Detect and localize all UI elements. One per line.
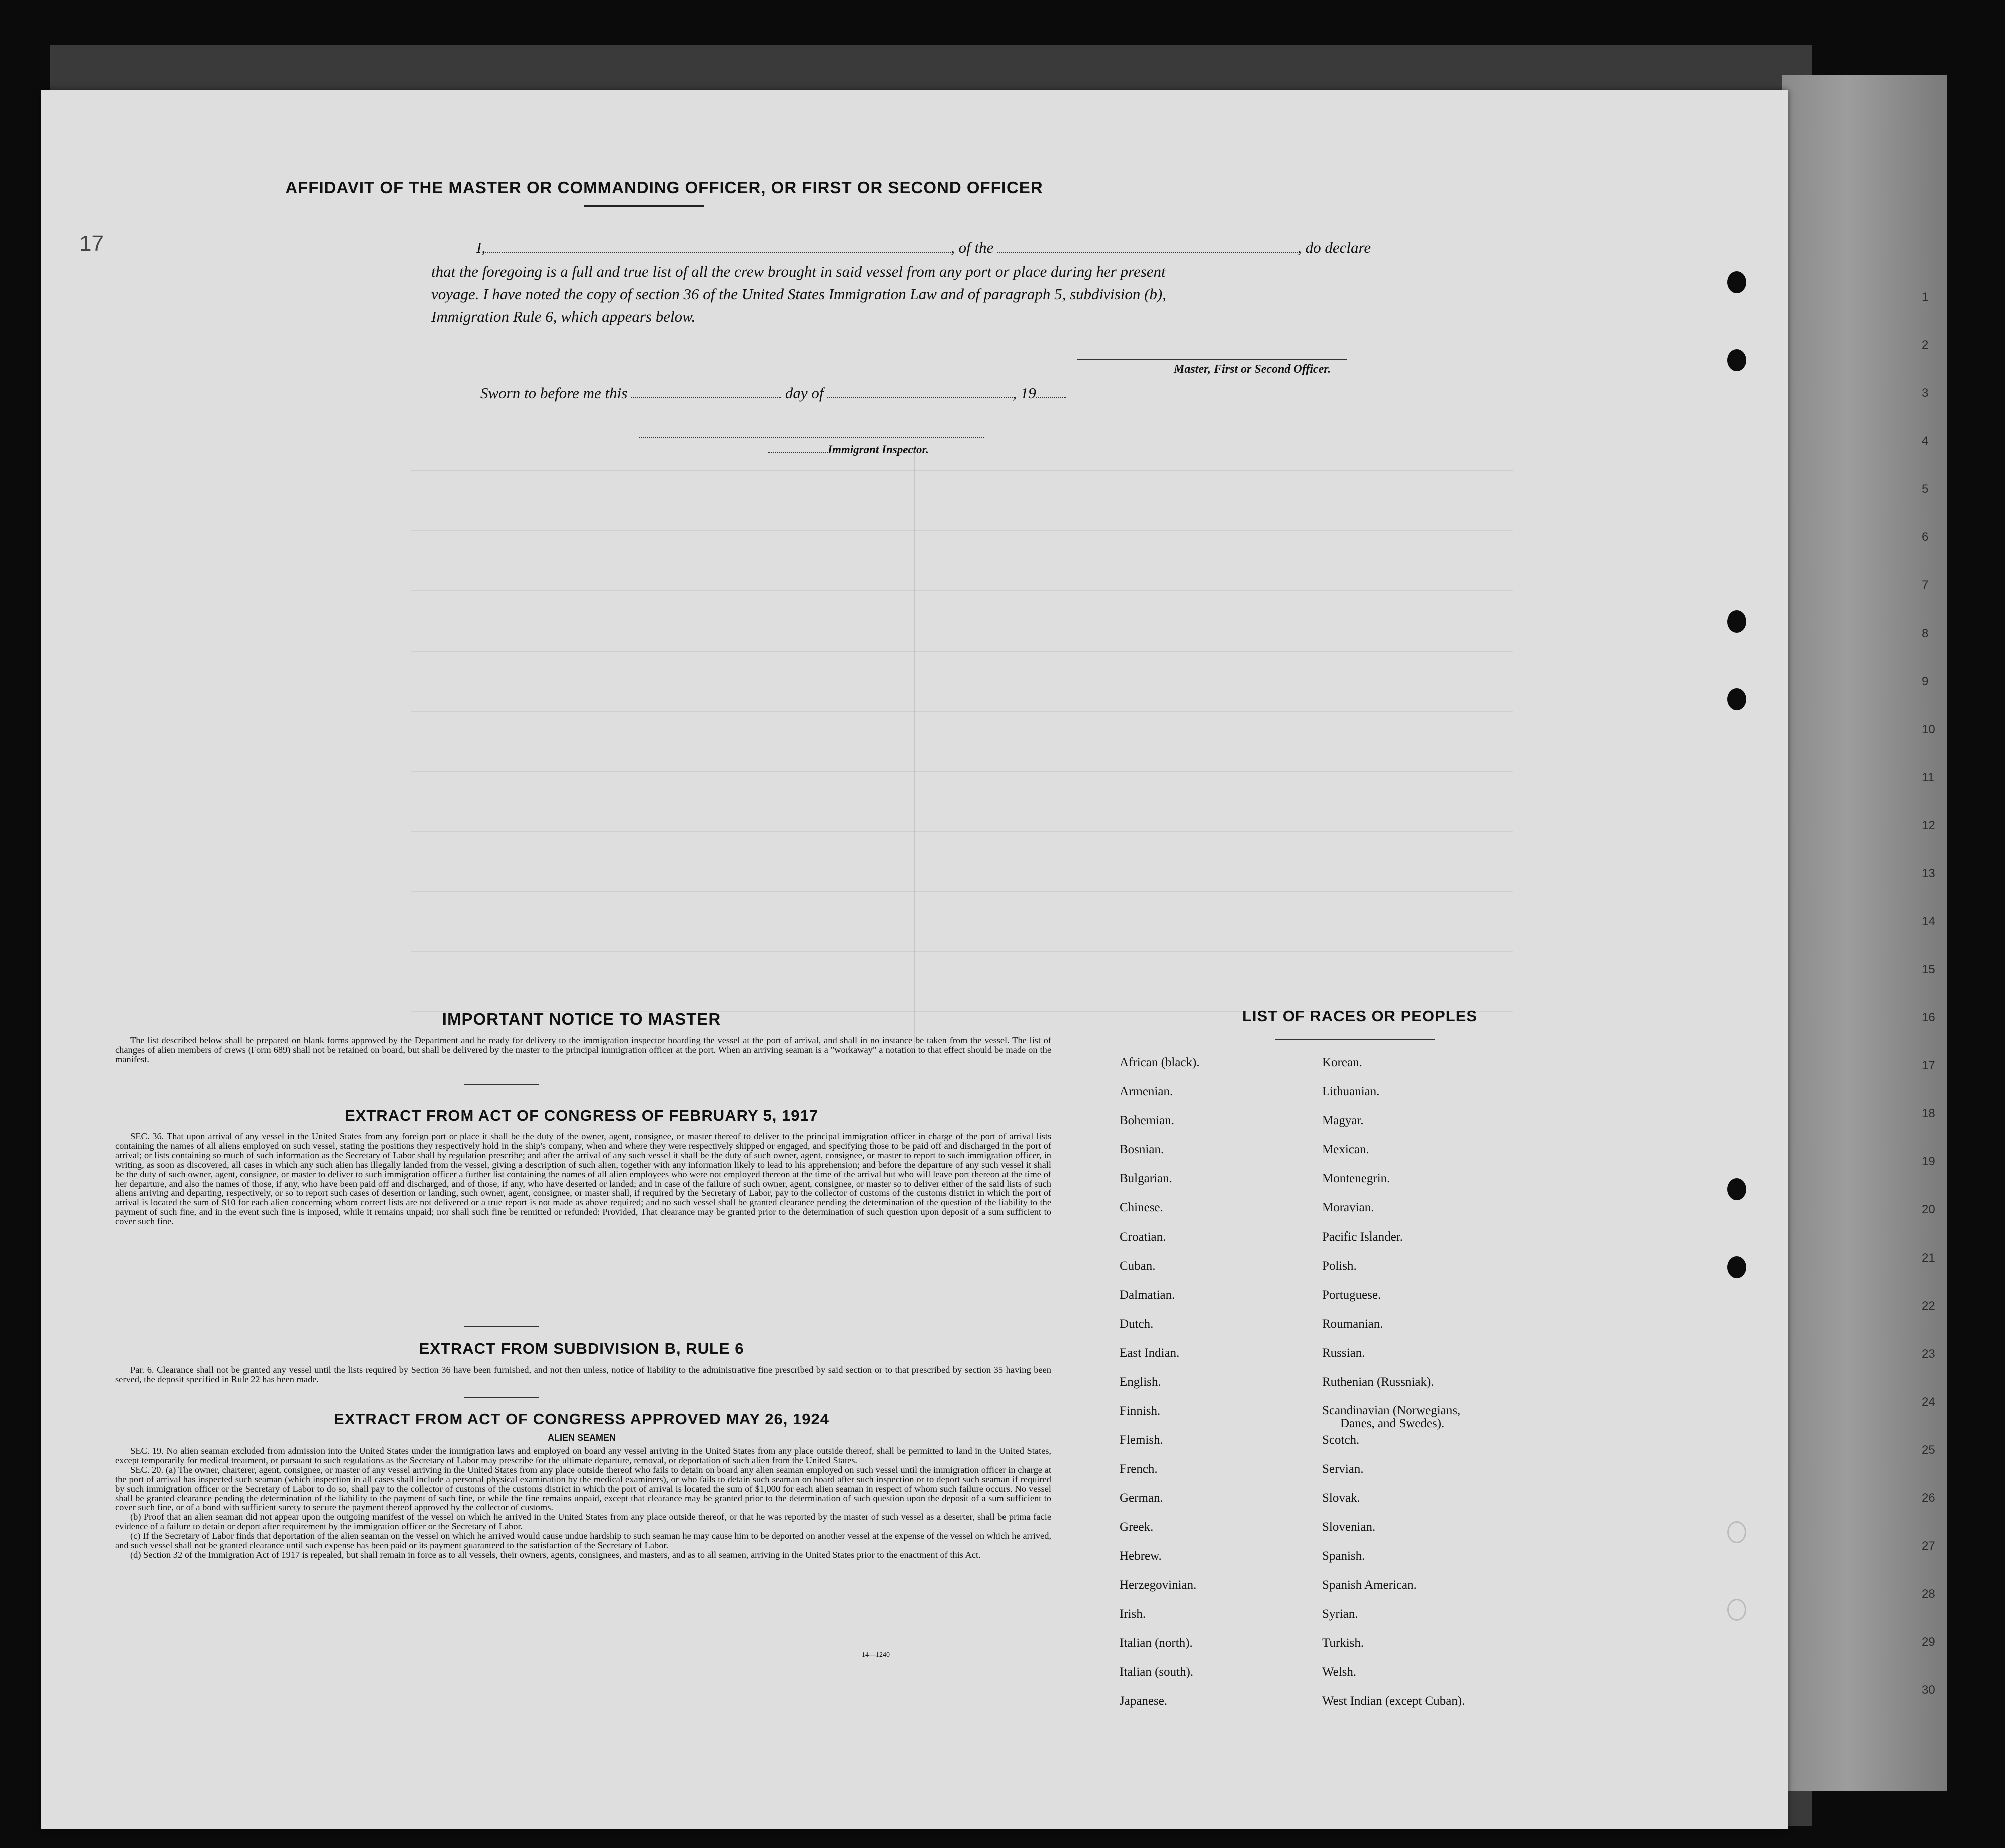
- affidavit-title-rule: [584, 205, 704, 207]
- sworn-line: [480, 384, 1066, 402]
- sec-20d-paragraph: (d) Section 32 of the Immigration Act of 1917 is repealed, but shall remain in force as to all vessels, their owners, agents, consignees, and masters, and as to all seamen, arriving in the United States prior to the enactment of this Act.: [130, 1549, 981, 1560]
- race-entry: French.: [1120, 1462, 1158, 1476]
- affidavit-line-2: that the foregoing is a full and true list of all the crew brought in said vessel from any port or place during her present: [431, 263, 1166, 280]
- of-the-label: , of the: [951, 239, 994, 256]
- bleed-row: [411, 711, 1513, 712]
- extract-rule6-text: [115, 1365, 1051, 1384]
- margin-number: 10: [1922, 723, 1935, 736]
- race-entry: East Indian.: [1120, 1346, 1180, 1360]
- race-entry: Portuguese.: [1322, 1288, 1381, 1302]
- race-entry: Moravian.: [1322, 1201, 1374, 1214]
- margin-number: 17: [1922, 1059, 1935, 1072]
- race-entry: West Indian (except Cuban).: [1322, 1694, 1465, 1708]
- race-entry: Bosnian.: [1120, 1143, 1164, 1156]
- race-entry: Herzegovinian.: [1120, 1578, 1197, 1592]
- race-entry: Slovak.: [1322, 1491, 1360, 1505]
- race-entry: Dalmatian.: [1120, 1288, 1175, 1302]
- extract-1917-text: [115, 1132, 1051, 1226]
- margin-number: 12: [1922, 819, 1935, 832]
- margin-number: 1: [1922, 290, 1929, 304]
- race-entry: Roumanian.: [1322, 1317, 1383, 1331]
- left-margin-mark: 17: [79, 231, 104, 256]
- punch-hole: [1727, 349, 1746, 371]
- races-title-rule: [1275, 1039, 1435, 1040]
- punch-hole: [1727, 1256, 1746, 1278]
- bleed-row: [411, 590, 1513, 591]
- race-entry: Montenegrin.: [1322, 1172, 1390, 1185]
- punch-hole-empty: [1727, 1521, 1746, 1543]
- name-blank: [485, 239, 951, 253]
- affidavit-i-label: I,: [476, 239, 486, 256]
- race-entry: Servian.: [1322, 1462, 1364, 1476]
- do-declare-label: , do declare: [1298, 239, 1371, 256]
- race-entry: Lithuanian.: [1322, 1085, 1380, 1098]
- punch-hole: [1727, 610, 1746, 633]
- margin-number: 20: [1922, 1203, 1935, 1216]
- margin-number: 22: [1922, 1299, 1935, 1313]
- race-entry: Mexican.: [1322, 1143, 1369, 1156]
- alien-seamen-subtitle: ALIEN SEAMEN: [547, 1433, 616, 1443]
- race-entry: Korean.: [1322, 1056, 1362, 1069]
- race-entry: Russian.: [1322, 1346, 1365, 1360]
- bleed-row: [411, 771, 1513, 772]
- race-entry: Bohemian.: [1120, 1114, 1175, 1127]
- race-entry: Syrian.: [1322, 1607, 1358, 1621]
- extract-rule6-title: EXTRACT FROM SUBDIVISION B, RULE 6: [419, 1340, 744, 1357]
- race-entry: German.: [1120, 1491, 1163, 1505]
- form-page: [41, 90, 1788, 1829]
- master-signature-line: [1077, 359, 1347, 360]
- margin-number: 9: [1922, 675, 1929, 688]
- margin-number: 25: [1922, 1443, 1935, 1457]
- margin-number: 19: [1922, 1155, 1935, 1168]
- race-entry: Polish.: [1322, 1259, 1357, 1273]
- notice-paragraph: The list described below shall be prepared on blank forms approved by the Department and be ready for delivery to the immigration inspector boarding the vessel at the port of arrival, and shall in no instance be taken from the vessel. The list of changes of alien members of crews (Form 689) shall not be retained on board, but shall be delivered by the master to the principal immigration officer at the port. When an arriving seaman is a "workaway" a notation to that effect should be made on the manifest.: [115, 1035, 1051, 1064]
- extract-1917-paragraph: SEC. 36. That upon arrival of any vessel in the United States from any foreign port or place it shall be the duty of the owner, agent, consignee, or master thereof to deliver to the principal immigration officer in charge of the port of arrival lists containing the names of all aliens employed on such vessel, stating the positions they respectively hold in the ship's company, when and where they were respectively shipped or engaged, and specifying those to be paid off and discharged in the port of arrival; or lists containing so much of such information as the Secretary of Labor shall by regulation prescribe; and after the arrival of any such vessel it shall be the duty of such owner, agent, consignee, or master to report to such immigration officer, in writing, as soon as discovered, all cases in which any such alien has illegally landed from the vessel, giving a description of such alien, together with any information likely to lead to his apprehension; and before the departure of any such vessel it shall be the duty of such owner, agent, consignee, or master to deliver to such immigration officer a further list containing the names of all alien employees who were not employed thereon at the time of the arrival but who will leave port thereon at the time of her departure, and also the names of those, if any, who have been paid off and discharged, and of those, if any, who have deserted or landed; and in case of the failure of such owner, agent, consignee, or master so to deliver either of the said lists of such aliens arriving and departing, respectively, or so to report such cases of desertion or landing, such owner, agent, consignee, or master shall, if required by the Secretary of Labor, pay to the collector of customs of the customs district in which the port of arrival is located the sum of $10 for each alien concerning whom correct lists are not delivered or a true report is not made as above required; and no such vessel shall be granted clearance pending the determination of the question of the liability to the payment of such fine, and in the event such fine is imposed, while it remains unpaid; nor shall such fine be remitted or refunded: Provided, That clearance may be granted prior to the determination of such question upon deposit of a sum sufficient to cover such fine.: [115, 1131, 1051, 1227]
- margin-number: 15: [1922, 963, 1935, 976]
- sworn-month-blank: [827, 384, 1013, 398]
- race-entry: Italian (south).: [1120, 1665, 1194, 1679]
- margin-number: 13: [1922, 867, 1935, 880]
- sec-20b-paragraph: (b) Proof that an alien seaman did not appear upon the outgoing manifest of the vessel on which he arrived in the United States from any place outside thereof, or that he was reported by the master of such vessel as a deserter, shall be prima facie evidence of a failure to detain or deport after requirement by the immigration officer or the Secretary of Labor.: [115, 1512, 1051, 1532]
- inspector-signature-line: [639, 437, 984, 438]
- margin-number: 28: [1922, 1587, 1935, 1601]
- notice-title: IMPORTANT NOTICE TO MASTER: [442, 1010, 721, 1028]
- sec-20a-paragraph: SEC. 20. (a) The owner, charterer, agent, consignee, or master of any vessel arriving in the United States from any place outside thereof who fails to detain on board any alien seaman employed on such vessel until the immigration officer in charge at the port of arrival has inspected such seaman (which inspection in all cases shall include a personal physical examination by the medical examiners), or who fails to detain such seaman on board after such inspection or to deport such seaman if required by such immigration officer or the Secretary of Labor to do so, shall pay to the collector of customs of the customs district in which the port of arrival is located the sum of $1,000 for each alien seaman in respect of whom such failure occurs. No vessel shall be granted clearance pending the determination of the liability to the payment of such fine, or while the fine remains unpaid, except that clearance may be granted prior to the determination of such question upon the deposit of a sum sufficient to cover such fine, or of a bond with sufficient surety to secure the payment thereof approved by the collector of customs.: [115, 1464, 1051, 1513]
- margin-number: 8: [1922, 627, 1929, 640]
- margin-number: 4: [1922, 434, 1929, 448]
- bleed-row: [411, 951, 1513, 952]
- margin-number: 21: [1922, 1251, 1935, 1265]
- bleed-row: [411, 651, 1513, 652]
- underlying-page-strip: [1782, 75, 1947, 1791]
- margin-number: 5: [1922, 482, 1929, 496]
- sworn-year-blank: [1036, 384, 1066, 398]
- race-entry: [1322, 1404, 1460, 1430]
- margin-number: 14: [1922, 915, 1935, 928]
- race-entry: Croatian.: [1120, 1230, 1166, 1244]
- notice-rule: [464, 1084, 539, 1085]
- master-label: Master, First or Second Officer.: [1174, 363, 1331, 376]
- races-title: LIST OF RACES OR PEOPLES: [1242, 1007, 1478, 1025]
- form-number: 14—1240: [862, 1651, 890, 1659]
- race-entry: Armenian.: [1120, 1085, 1173, 1098]
- race-entry: Hebrew.: [1120, 1549, 1162, 1563]
- race-entry: Slovenian.: [1322, 1520, 1376, 1534]
- race-entry: Spanish.: [1322, 1549, 1365, 1563]
- race-entry: Magyar.: [1322, 1114, 1364, 1127]
- margin-number: 18: [1922, 1107, 1935, 1120]
- bleed-row: [411, 470, 1513, 471]
- race-entry: Welsh.: [1322, 1665, 1357, 1679]
- margin-number: 24: [1922, 1395, 1935, 1409]
- margin-number: 26: [1922, 1491, 1935, 1505]
- race-entry: Irish.: [1120, 1607, 1146, 1621]
- extract-rule6-paragraph: Par. 6. Clearance shall not be granted any vessel until the lists required by Section 36 have been furnished, and not then unless, notice of liability to the administrative fine prescribed by said section or to that prescribed by section 35 having been served, the deposit specified in Rule 22 has been made.: [115, 1365, 1051, 1384]
- margin-number: 7: [1922, 578, 1929, 592]
- inspector-dot-leader: [768, 443, 828, 453]
- extract-rule6-rule: [464, 1397, 539, 1398]
- race-entry: Spanish American.: [1322, 1578, 1417, 1592]
- punch-hole: [1727, 688, 1746, 710]
- sec-19-paragraph: SEC. 19. No alien seaman excluded from admission into the United States under the immigration laws and employed on board any vessel arriving in the United States from any place outside thereof, shall be permitted to land in the United States, except temporarily for medical treatment, or pursuant to such regulations as the Secretary of Labor may prescribe for the ultimate departure, removal, or deportation of such alien from the United States.: [115, 1446, 1051, 1465]
- race-entry: Pacific Islander.: [1322, 1230, 1403, 1244]
- inspector-label-text: Immigrant Inspector.: [828, 443, 929, 456]
- race-entry-line: Danes, and Swedes).: [1340, 1417, 1445, 1430]
- sec-20c-paragraph: (c) If the Secretary of Labor finds that deportation of the alien seaman on the vessel on which he arrived would cause undue hardship to such seaman he may cause him to be deported on another vessel at the expense of the vessel on which he arrived, and such vessel shall not be granted clearance until such expense has been paid or its payment guaranteed to the satisfaction of the Secretary of Labor.: [115, 1531, 1051, 1551]
- extract-1924-title: EXTRACT FROM ACT OF CONGRESS APPROVED MAY 26, 1924: [334, 1410, 829, 1428]
- race-entry: Scotch.: [1322, 1433, 1360, 1447]
- extract-1917-title: EXTRACT FROM ACT OF CONGRESS OF FEBRUARY 5, 1917: [345, 1107, 818, 1124]
- notice-text: [115, 1036, 1051, 1064]
- margin-number: 29: [1922, 1635, 1935, 1649]
- race-entry: Chinese.: [1120, 1201, 1163, 1214]
- margin-number: 11: [1922, 771, 1934, 784]
- affidavit-line-1: [476, 239, 1371, 257]
- race-entry: Flemish.: [1120, 1433, 1163, 1447]
- bleed-row: [411, 530, 1513, 531]
- bleed-column: [914, 450, 915, 1051]
- race-entry-line: Scandinavian (Norwegians,: [1322, 1404, 1461, 1417]
- punch-hole: [1727, 1178, 1746, 1200]
- sworn-prefix: Sworn to before me this: [480, 384, 628, 402]
- margin-number: 23: [1922, 1347, 1935, 1361]
- margin-number: 6: [1922, 530, 1929, 544]
- vessel-blank: [997, 239, 1298, 253]
- race-entry: Ruthenian (Russniak).: [1322, 1375, 1434, 1389]
- race-entry: English.: [1120, 1375, 1161, 1389]
- margin-number: 3: [1922, 386, 1929, 400]
- race-entry: Bulgarian.: [1120, 1172, 1172, 1185]
- race-entry: Turkish.: [1322, 1636, 1364, 1650]
- extract-1917-rule: [464, 1326, 539, 1327]
- race-entry: African (black).: [1120, 1056, 1200, 1069]
- extract-1924-text: [115, 1446, 1051, 1560]
- bleed-row: [411, 891, 1513, 892]
- margin-number: 30: [1922, 1683, 1935, 1697]
- race-entry: Italian (north).: [1120, 1636, 1193, 1650]
- margin-number: 16: [1922, 1011, 1935, 1024]
- sworn-day-of: day of: [785, 384, 824, 402]
- affidavit-line-3: voyage. I have noted the copy of section 36 of the United States Immigration Law and of paragraph 5, subdivision (b),: [431, 285, 1166, 303]
- sworn-day-blank: [631, 384, 781, 398]
- margin-number: 27: [1922, 1539, 1935, 1553]
- race-entry: Finnish.: [1120, 1404, 1161, 1418]
- margin-number: 2: [1922, 338, 1929, 352]
- punch-hole: [1727, 271, 1746, 293]
- punch-hole-empty: [1727, 1599, 1746, 1621]
- sworn-year: , 19: [1013, 384, 1036, 402]
- race-entry: Dutch.: [1120, 1317, 1154, 1331]
- inspector-label: [768, 443, 929, 456]
- affidavit-title: AFFIDAVIT OF THE MASTER OR COMMANDING OFFICER, OR FIRST OR SECOND OFFICER: [285, 178, 1043, 197]
- race-entry: Japanese.: [1120, 1694, 1168, 1708]
- bleed-row: [411, 831, 1513, 832]
- race-entry: Greek.: [1120, 1520, 1154, 1534]
- affidavit-line-4: Immigration Rule 6, which appears below.: [431, 308, 696, 325]
- race-entry: Cuban.: [1120, 1259, 1156, 1273]
